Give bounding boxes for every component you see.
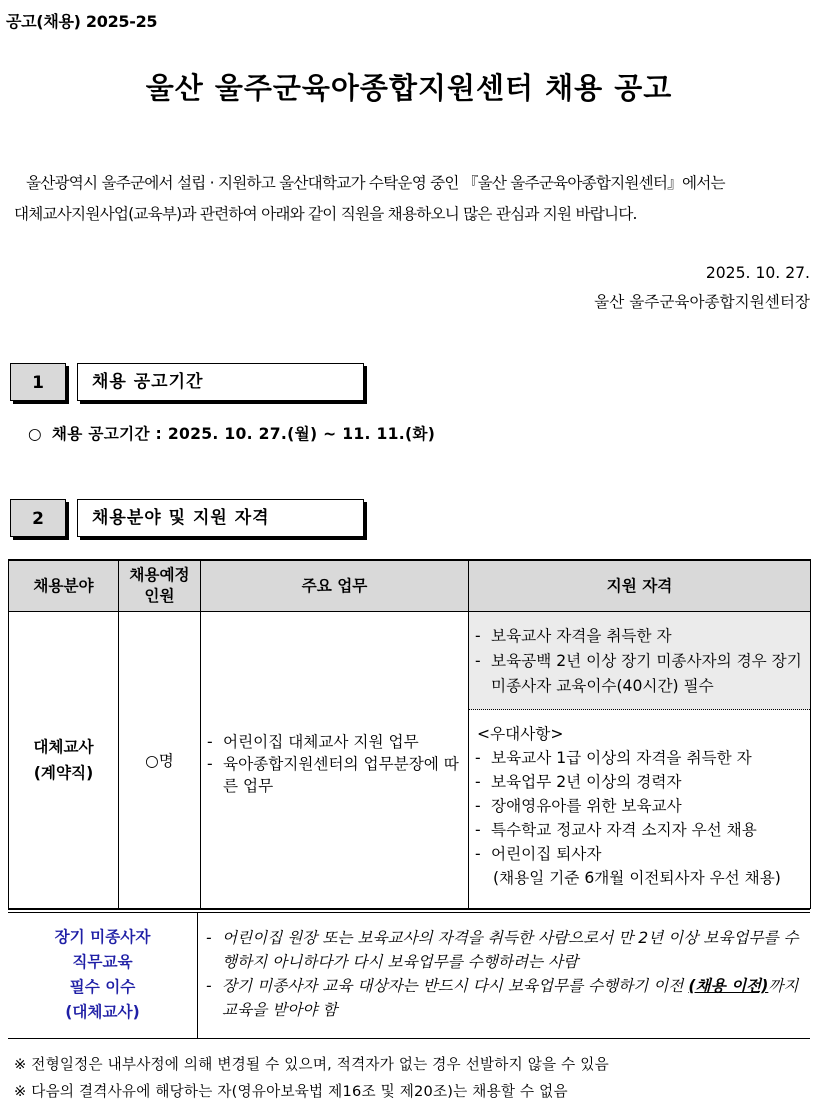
signature-block bbox=[594, 259, 810, 317]
header-qualification: 지원 자격 bbox=[469, 560, 811, 612]
recruit-period-text: 채용 공고기간 : 2025. 10. 27.(월) ~ 11. 11.(화) bbox=[51, 425, 436, 443]
section-2-number: 2 bbox=[10, 499, 66, 537]
count-cell: ○명 bbox=[119, 612, 201, 909]
header-count bbox=[119, 560, 201, 612]
mandatory-item-2-tail: 까지 교육을 받아야 함 bbox=[222, 977, 799, 1019]
preferences-block bbox=[469, 710, 810, 898]
signer-name: 울산 울주군육아종합지원센터장 bbox=[594, 293, 810, 311]
section-1-number: 1 bbox=[10, 363, 66, 401]
section-2-title: 채용분야 및 지원 자격 bbox=[77, 499, 364, 537]
mandatory-training-section bbox=[8, 913, 810, 1039]
header-field: 채용분야 bbox=[9, 560, 119, 612]
label-line-1: 장기 미종사자 bbox=[54, 928, 151, 946]
table-row bbox=[9, 612, 811, 909]
notice-date: 2025. 10. 27. bbox=[705, 264, 810, 282]
qualification-cell bbox=[469, 612, 811, 909]
field-contract-type: (계약직) bbox=[33, 764, 94, 782]
header-duty: 주요 업무 bbox=[201, 560, 469, 612]
list-item: - 어린이집 원장 또는 보육교사의 자격을 취득한 사람으로서 만 2년 이상 보육업무를 수행하지 아니하다가 다시 보육업무를 수행하려는 사람 bbox=[204, 926, 804, 974]
preferences-list bbox=[473, 746, 806, 866]
duty-cell bbox=[201, 612, 469, 909]
list-item: - 보육업무 2년 이상의 경력자 bbox=[473, 770, 806, 794]
requirements-list bbox=[473, 624, 806, 699]
field-name: 대체교사 bbox=[33, 738, 94, 756]
label-line-3: 필수 이수 bbox=[69, 978, 136, 996]
mandatory-item-2-text: 장기 미종사자 교육 대상자는 반드시 다시 보육업무를 수행하기 이전 bbox=[222, 977, 689, 995]
list-item bbox=[204, 974, 804, 1022]
list-item: - 장애영유아를 위한 보육교사 bbox=[473, 794, 806, 818]
mandatory-training-body bbox=[204, 926, 804, 1022]
recruit-period bbox=[28, 422, 435, 444]
list-item: - 어린이집 대체교사 지원 업무 bbox=[205, 731, 464, 753]
list-item: - 육아종합지원센터의 업무분장에 따른 업무 bbox=[205, 753, 464, 797]
requirements-block bbox=[469, 612, 810, 710]
list-item: - 특수학교 정교사 자격 소지자 우선 채용 bbox=[473, 818, 806, 842]
preferences-note: (채용일 기준 6개월 이전퇴사자 우선 채용) bbox=[493, 869, 781, 887]
intro-line-1: 울산광역시 울주군에서 설립 · 지원하고 울산대학교가 수탁운영 중인 『울산 울주군육아종합지원센터』에서는 bbox=[26, 174, 725, 192]
notice-number: 공고(채용) 2025-25 bbox=[6, 12, 158, 31]
list-item: - 보육교사 자격을 취득한 자 bbox=[473, 624, 806, 649]
list-item: - 보육교사 1급 이상의 자격을 취득한 자 bbox=[473, 746, 806, 770]
field-cell bbox=[9, 612, 119, 909]
preferences-title: <우대사항> bbox=[477, 725, 564, 743]
mandatory-training-label bbox=[8, 913, 198, 1038]
footnote-1: ※ 전형일정은 내부사정에 의해 변경될 수 있으며, 적격자가 없는 경우 선발하지 않을 수 있음 bbox=[14, 1056, 609, 1073]
section-1-title: 채용 공고기간 bbox=[77, 363, 364, 401]
before-hiring-emphasis: (채용 이전) bbox=[688, 977, 769, 995]
list-item: - 보육공백 2년 이상 장기 미종사자의 경우 장기 미종사자 교육이수(40시간) 필수 bbox=[473, 649, 806, 699]
label-line-2: 직무교육 bbox=[72, 953, 133, 971]
table-header-row bbox=[9, 560, 811, 612]
duty-list bbox=[205, 731, 464, 797]
recruit-table bbox=[8, 559, 811, 909]
mandatory-list bbox=[204, 926, 804, 1022]
bullet-circle: ○ bbox=[28, 425, 42, 443]
header-count-line-1: 채용예정 bbox=[129, 566, 190, 584]
page-title: 울산 울주군육아종합지원센터 채용 공고 bbox=[145, 71, 673, 105]
footnote-2: ※ 다음의 결격사유에 해당하는 자(영유아보육법 제16조 및 제20조)는 채용할 수 없음 bbox=[14, 1083, 568, 1100]
header-count-line-2: 인원 bbox=[144, 587, 175, 605]
list-item: - 어린이집 퇴사자 bbox=[473, 842, 806, 866]
label-line-4: (대체교사) bbox=[65, 1003, 140, 1021]
intro-line-2: 대체교사지원사업(교육부)과 관련하여 아래와 같이 직원을 채용하오니 많은 관심과 지원 바랍니다. bbox=[14, 205, 637, 223]
intro-paragraph bbox=[14, 168, 812, 230]
